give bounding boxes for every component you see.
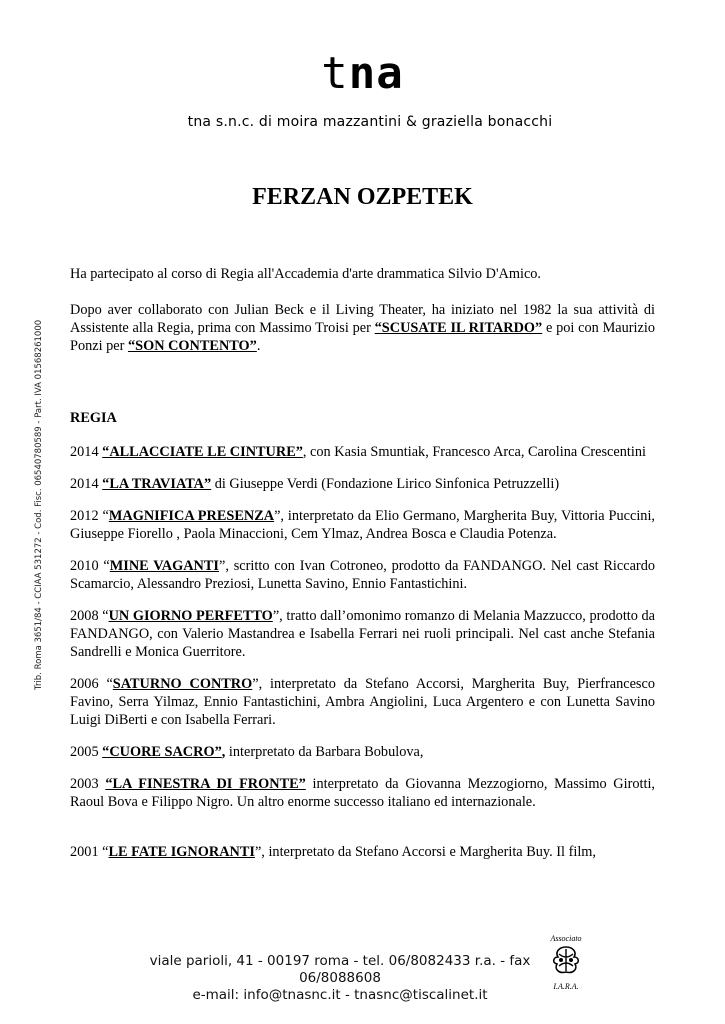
film-entry <box>70 743 655 761</box>
film-description: ”, tratto dall’omonimo romanzo di Melania Mazzucco, prodotto da FANDANGO, con Valerio Mastandrea e Isabella Ferrari nei ruoli principali. Nel cast anche Stefania Sandrelli e Monica Guerritore. <box>70 608 656 660</box>
company-name: tna s.n.c. di moira mazzantini & graziella bonacchi <box>187 114 553 130</box>
intro-text-a: Dopo aver collaborato con Julian Beck e il Living Theater, ha iniziato nel 1982 la sua attività di Assistente alla Regia, prima con Massimo Troisi per <box>70 302 655 336</box>
film-title: “LA FINESTRA DI FRONTE” <box>105 776 306 792</box>
intro-paragraph-1: Ha partecipato al corso di Regia all'Accademia d'arte drammatica Silvio D'Amico. <box>70 266 542 282</box>
company-logo <box>0 48 725 99</box>
film-description: interpretato da Giovanna Mezzogiorno, Massimo Girotti, Raoul Bova e Filippo Nigro. Un altro enorme successo italiano ed internazionale. <box>70 776 656 810</box>
film-description: interpretato da Barbara Bobulova, <box>225 744 424 760</box>
section-heading-regia: REGIA <box>70 410 117 426</box>
film-title-scusate: “SCUSATE IL RITARDO” <box>374 320 543 336</box>
film-description: ”, interpretato da Stefano Accorsi e Margherita Buy. Il film, <box>254 844 596 860</box>
film-title: MINE VAGANTI <box>109 558 219 574</box>
film-title: MAGNIFICA PRESENZA <box>108 508 275 524</box>
film-entry <box>70 775 655 811</box>
logo-na: na <box>348 48 404 99</box>
film-title: “ALLACCIATE LE CINTURE” <box>102 444 303 460</box>
film-year: 2010 “ <box>70 558 110 574</box>
intro-paragraph-2 <box>70 301 655 355</box>
film-entry <box>70 443 655 461</box>
iara-seal <box>545 934 587 991</box>
film-year: 2012 “ <box>70 508 109 524</box>
document-body <box>70 265 655 861</box>
intro-text-b: e poi con Maurizio Ponzi per <box>70 320 655 354</box>
footer-contact <box>140 953 540 1004</box>
film-year: 2005 <box>70 744 103 760</box>
film-description: di Giuseppe Verdi (Fondazione Lirico Sinfonica Petruzzelli) <box>211 476 560 492</box>
logo-t: t <box>321 48 349 99</box>
film-description: ”, interpretato da Elio Germano, Margherita Buy, Vittoria Puccini, Giuseppe Fiorello , Paola Minaccioni, Cem Ylmaz, Andrea Bosca e Claudia Potenza. <box>70 508 655 542</box>
film-description: ”, scritto con Ivan Cotroneo, prodotto da FANDANGO. Nel cast Riccardo Scamarcio, Alessandro Preziosi, Lunetta Savino, Ennio Fantastichini. <box>70 558 655 592</box>
film-title: “LA TRAVIATA” <box>102 476 212 492</box>
film-title: SATURNO CONTRO <box>112 676 253 692</box>
film-entry <box>70 557 655 593</box>
film-year: 2001 “ <box>70 844 109 860</box>
film-year: 2014 <box>70 476 103 492</box>
footer-address: viale parioli, 41 - 00197 roma - tel. 06/8082433 r.a. - fax 06/8088608 <box>149 953 531 986</box>
film-year: 2003 <box>70 776 106 792</box>
page-title: FERZAN OZPETEK <box>252 184 473 210</box>
intro-text-c: . <box>256 338 261 354</box>
associate-label: Associato <box>550 934 582 943</box>
film-title: UN GIORNO PERFETTO <box>108 608 273 624</box>
film-description: ”, interpretato da Stefano Accorsi, Margherita Buy, Pierfrancesco Favino, Serra Yilmaz, Ennio Fantastichini, Ambra Angiolini, Luca Argentero e con Lunetta Savino Luigi DiBerti e con Isabella Ferrari. <box>70 676 655 728</box>
film-entry <box>70 675 655 729</box>
film-year: 2008 “ <box>70 608 109 624</box>
film-description: , con Kasia Smuntiak, Francesco Arca, Carolina Crescentini <box>302 444 646 460</box>
iara-emblem-icon <box>549 943 583 977</box>
film-title: LE FATE IGNORANTI <box>108 844 255 860</box>
footer-email: e-mail: info@tnasnc.it - tnasnc@tiscalinet.it <box>192 987 488 1003</box>
film-title-comma: , <box>221 744 226 760</box>
film-entry <box>70 507 655 543</box>
film-entry <box>70 475 655 493</box>
registration-info: Trib. Roma 3651/84 - CCIAA 531272 - Cod. Fisc. 06540780589 - Part. IVA 01568261000 <box>34 319 44 690</box>
associate-org: I.A.R.A. <box>553 982 579 991</box>
film-title: “CUORE SACRO” <box>102 744 222 760</box>
film-entry <box>70 843 655 861</box>
film-entry <box>70 607 655 661</box>
film-title-son-contento: “SON CONTENTO” <box>127 338 257 354</box>
film-year: 2006 “ <box>70 676 113 692</box>
film-year: 2014 <box>70 444 103 460</box>
